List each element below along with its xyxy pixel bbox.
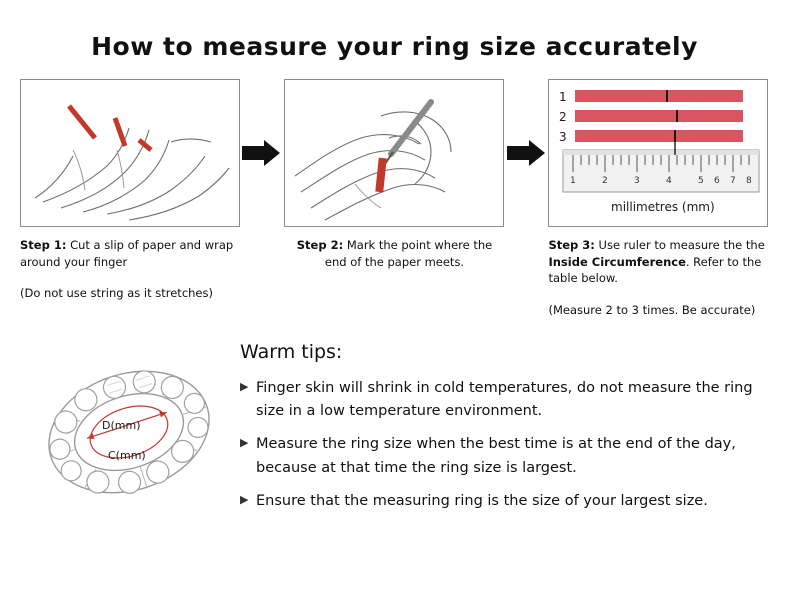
marking-paper-with-pen-drawing: [285, 80, 503, 226]
svg-text:4: 4: [666, 176, 673, 186]
ruler-measuring-paper-strips-drawing: [549, 80, 767, 226]
bottom-section: [0, 317, 789, 527]
svg-text:7: 7: [730, 176, 737, 186]
svg-text:3: 3: [634, 176, 641, 186]
svg-text:6: 6: [714, 176, 721, 186]
tip-text-1: Finger skin will shrink in cold temperatures, do not measure the ring size in a low temperature environment.: [256, 380, 753, 420]
step-1: [20, 79, 241, 300]
tip-text-2: Measure the ring size when the best time is at the end of the day, because at that time the ring size is largest.: [256, 436, 736, 476]
ring-diagram: [24, 337, 234, 527]
step-3-text-emphasis: Inside Circumference: [548, 254, 686, 269]
step-3: [548, 79, 769, 317]
warm-tips-panel: [240, 337, 765, 527]
step-1-illustration: [20, 79, 240, 227]
step-1-text: Cut a slip of paper and wrap around your finger: [20, 238, 234, 269]
step-2-illustration: [284, 79, 504, 227]
step-2-label: Step 2:: [296, 238, 344, 252]
bullet-icon: ▶: [240, 436, 249, 450]
tip-item-1: [240, 377, 765, 423]
step-3-note: (Measure 2 to 3 times. Be accurate): [548, 303, 756, 318]
step-1-note: (Do not use string as it stretches): [20, 286, 213, 301]
hand-with-paper-strip-drawing: [21, 80, 239, 226]
arrow-step2-to-step3: [505, 79, 549, 227]
svg-text:2: 2: [559, 110, 568, 124]
step-1-label: Step 1:: [20, 238, 67, 252]
svg-text:5: 5: [698, 176, 705, 186]
step-3-label: Step 3:: [548, 238, 595, 252]
step-3-illustration: [548, 79, 768, 227]
arrow-step1-to-step2: [241, 79, 285, 227]
step-3-text-c: . Refer to the table below.: [548, 254, 762, 286]
warm-tips-heading: Warm tips:: [240, 341, 343, 364]
page-title: How to measure your ring size accurately: [91, 32, 698, 61]
eternity-ring-with-measurements-drawing: [24, 337, 234, 527]
svg-text:2: 2: [602, 176, 609, 186]
step-3-caption: [548, 237, 769, 287]
step-2: [284, 79, 505, 286]
step-3-text-a: Use ruler to measure the the: [598, 238, 765, 252]
steps-row: [0, 61, 789, 317]
step-2-text: Mark the point where the end of the paper meets.: [324, 238, 493, 269]
ring-circumference-label: C(mm): [108, 449, 146, 463]
svg-text:millimetres (mm): millimetres (mm): [611, 200, 716, 214]
svg-text:3: 3: [559, 130, 568, 144]
ring-diameter-label: D(mm): [102, 419, 141, 433]
step-1-caption: [20, 237, 241, 270]
svg-text:1: 1: [570, 176, 577, 186]
bullet-icon: ▶: [240, 492, 249, 506]
step-2-caption: [284, 237, 505, 270]
bullet-icon: ▶: [240, 380, 249, 394]
tip-text-3: Ensure that the measuring ring is the size of your largest size.: [256, 492, 708, 509]
tip-item-3: [240, 490, 765, 513]
svg-text:1: 1: [559, 90, 568, 104]
tip-item-2: [240, 433, 765, 479]
svg-text:8: 8: [746, 176, 753, 186]
